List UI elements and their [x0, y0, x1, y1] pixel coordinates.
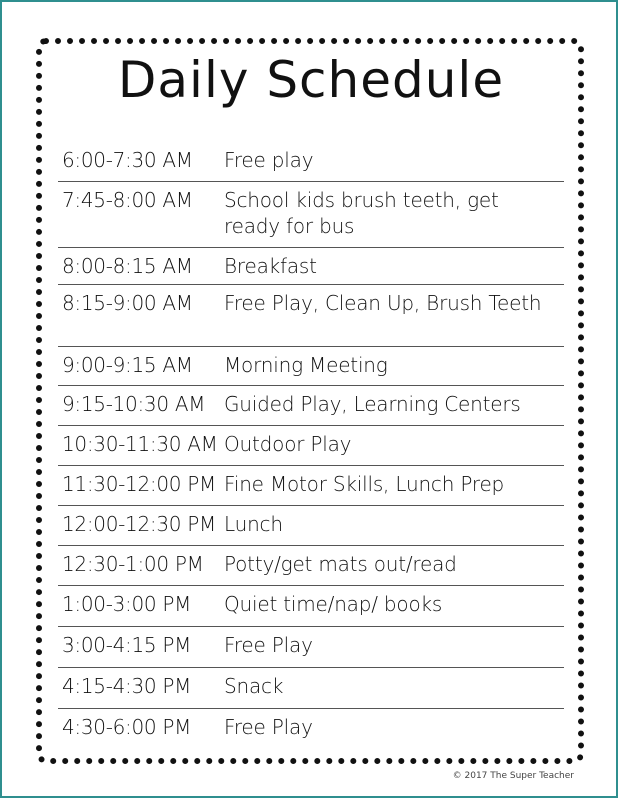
schedule-row: [58, 426, 564, 466]
schedule-activity: Lunch: [224, 512, 283, 536]
schedule-activity: Potty/get mats out/read: [224, 552, 457, 576]
schedule-row: [58, 182, 564, 248]
schedule-time: 4:30-6:00 PM: [62, 715, 192, 739]
schedule-time: 9:15-10:30 AM: [62, 392, 206, 416]
schedule-time: 8:15-9:00 AM: [62, 291, 193, 315]
schedule-row: [58, 347, 564, 386]
schedule-time: 11:30-12:00 PM: [62, 472, 216, 496]
schedule-activity: Free Play, Clean Up, Brush Teeth: [224, 291, 542, 315]
schedule-activity: Free play: [224, 148, 314, 172]
schedule-activity: Snack: [224, 674, 284, 698]
schedule-row: [58, 709, 564, 749]
schedule-activity: Morning Meeting: [224, 353, 388, 377]
schedule-time: 8:00-8:15 AM: [62, 254, 193, 278]
schedule-activity: School kids brush teeth, get ready for bus: [224, 188, 499, 238]
schedule-time: 1:00-3:00 PM: [62, 592, 192, 616]
schedule-activity: Guided Play, Learning Centers: [224, 392, 521, 416]
schedule-activity: Free Play: [224, 715, 313, 739]
schedule-row: [58, 248, 564, 285]
schedule-activity: Fine Motor Skills, Lunch Prep: [224, 472, 505, 496]
schedule-row: [58, 546, 564, 586]
schedule-time: 4:15-4:30 PM: [62, 674, 192, 698]
schedule-row: [58, 627, 564, 668]
schedule-activity: Free Play: [224, 633, 313, 657]
schedule-table: [58, 142, 564, 749]
schedule-activity: Breakfast: [224, 254, 317, 278]
schedule-row: [58, 506, 564, 546]
schedule-time: 12:00-12:30 PM: [62, 512, 216, 536]
schedule-activity: Outdoor Play: [224, 432, 352, 456]
schedule-row: [58, 586, 564, 627]
schedule-row: [58, 386, 564, 426]
schedule-row: [58, 142, 564, 182]
schedule-row: [58, 466, 564, 506]
page-title: Daily Schedule: [117, 51, 505, 109]
schedule-time: 10:30-11:30 AM: [62, 432, 218, 456]
schedule-row: [58, 668, 564, 709]
schedule-time: 7:45-8:00 AM: [62, 188, 193, 212]
schedule-time: 9:00-9:15 AM: [62, 353, 193, 377]
schedule-time: 3:00-4:15 PM: [62, 633, 192, 657]
schedule-activity: Quiet time/nap/ books: [224, 592, 443, 616]
copyright-notice: © 2017 The Super Teacher: [452, 771, 574, 781]
schedule-time: 12:30-1:00 PM: [62, 552, 204, 576]
schedule-time: 6:00-7:30 AM: [62, 148, 193, 172]
schedule-row: [58, 285, 564, 347]
